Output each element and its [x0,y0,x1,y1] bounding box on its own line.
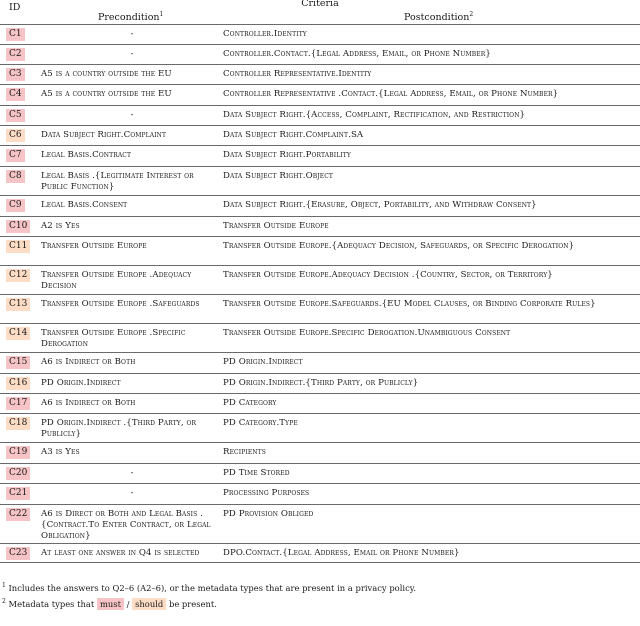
id-cell [0,25,39,44]
id-cell [0,544,39,562]
precondition-cell: - [130,468,134,478]
postcondition-cell: Transfer Outside Europe.Adequacy Decision .{Country, Sector, or Territory} [223,270,553,280]
id-cell [0,484,39,504]
table-row [0,64,640,84]
precondition-cell: PD Origin.Indirect .{Third Party, or Publicly} [41,418,197,439]
precondition-cell: Data Subject Right.Complaint [41,130,167,140]
criteria-header: Criteria [301,0,339,9]
id-cell [0,45,39,64]
id-cell [0,414,39,442]
table-row [0,236,640,265]
must-badge: C8 [6,170,25,183]
precondition-cell: Transfer Outside Europe .Adequacy Decision [41,270,192,291]
must-badge: C9 [6,199,25,212]
id-cell [0,394,39,413]
id-cell [0,237,39,265]
table-row [0,44,640,64]
table-row [0,352,640,373]
id-cell [0,196,39,216]
postcondition-cell: PD Origin.Indirect.{Third Party, or Publicly} [223,378,419,388]
must-badge: C3 [6,68,25,81]
precondition-cell: A2 is Yes [41,221,80,231]
postcondition-cell: PD Origin.Indirect [223,357,303,367]
postcondition-cell: Data Subject Right.Object [223,171,334,181]
postcondition-cell: Transfer Outside Europe.{Adequacy Decision, Safeguards, or Specific Derogation} [223,241,575,251]
table-row [0,393,640,413]
should-legend: should [132,598,166,610]
should-badge: C18 [6,417,30,430]
must-badge: C4 [6,88,25,101]
postcondition-cell: PD Provision Obliged [223,509,314,519]
postcondition-cell: Data Subject Right.{Access, Complaint, Rectification, and Restriction} [223,110,526,120]
postcondition-cell: PD Time Stored [223,468,290,478]
id-cell [0,443,39,463]
should-badge: C14 [6,327,30,340]
footnote-1 [2,583,416,593]
precondition-cell: Legal Basis.Consent [41,200,128,210]
table-row [0,413,640,442]
must-badge: C20 [6,467,30,480]
postcondition-cell: Controller.Contact.{Legal Address, Email, or Phone Number} [223,49,491,59]
must-badge: C21 [6,487,30,500]
must-badge: C19 [6,446,30,459]
must-badge: C7 [6,149,25,162]
footnote-text: be present. [168,599,217,609]
id-cell [0,126,39,145]
precondition-cell: Transfer Outside Europe [41,241,147,251]
must-badge: C23 [6,547,30,560]
id-cell [0,295,39,323]
should-badge: C11 [6,240,30,253]
postcondition-cell: Recipients [223,447,266,457]
should-badge: C13 [6,298,30,311]
postcondition-cell: Transfer Outside Europe [223,221,329,231]
id-cell [0,374,39,393]
postcondition-cell: Processing Purposes [223,488,310,498]
postcondition-cell: Data Subject Right.Portability [223,150,351,160]
footnote-text: Metadata types that [8,599,95,609]
table-row [0,504,640,543]
postcondition-cell: PD Category [223,398,277,408]
precondition-cell: A6 is Indirect or Both [41,398,136,408]
id-cell [0,464,39,483]
postcondition-cell: Controller.Identity [223,29,307,39]
table-row [0,265,640,294]
footnote-mark: 1 [2,582,6,590]
must-badge: C10 [6,220,30,233]
should-badge: C16 [6,377,30,390]
precondition-cell: A6 is Direct or Both and Legal Basis .{Contract.To Enter Contract, or Legal Obligation} [41,509,211,541]
id-cell [0,505,39,543]
precondition-cell: A5 is a country outside the EU [41,69,172,79]
must-badge: C2 [6,48,25,61]
footnote-mark: 2 [469,10,474,18]
table-body [0,24,640,563]
postcondition-cell: Data Subject Right.{Erasure, Object, Portability, and Withdraw Consent} [223,200,537,210]
postcondition-column-header [404,12,473,23]
precondition-cell: Transfer Outside Europe .Safeguards [41,299,200,309]
table-header [0,0,640,24]
precondition-cell: - [130,49,134,59]
table-row [0,373,640,393]
table-row [0,84,640,105]
must-badge: C15 [6,356,30,369]
precondition-cell: Transfer Outside Europe .Specific Derogation [41,328,186,349]
id-cell [0,217,39,236]
postcondition-cell: Transfer Outside Europe.Specific Derogation.Unambiguous Consent [223,328,511,338]
precondition-cell: Legal Basis .{Legitimate Interest or Public Function} [41,171,194,192]
table-row [0,195,640,216]
must-legend: must [97,598,124,610]
id-cell [0,324,39,352]
table-row [0,323,640,352]
precondition-cell: A5 is a country outside the EU [41,89,172,99]
must-badge: C5 [6,109,25,122]
id-cell [0,146,39,166]
table-row [0,125,640,145]
postcondition-label: Postcondition [404,12,470,23]
table-row [0,442,640,463]
must-badge: C22 [6,508,30,521]
postcondition-cell: Controller Representative.Identity [223,69,372,79]
postcondition-cell: Controller Representative .Contact.{Legal Address, Email, or Phone Number} [223,89,559,99]
should-badge: C6 [6,129,25,142]
id-cell [0,106,39,125]
precondition-cell: - [130,488,134,498]
table-row [0,24,640,44]
id-column-header: ID [9,2,21,13]
id-cell [0,85,39,105]
table-row [0,543,640,563]
id-cell [0,266,39,294]
id-cell [0,353,39,373]
precondition-cell: - [130,110,134,120]
footnote-mark: 2 [2,598,6,606]
precondition-cell: At least one answer in Q4 is selected [41,548,200,558]
must-badge: C17 [6,397,30,410]
table-row [0,483,640,504]
precondition-cell: Legal Basis.Contract [41,150,132,160]
table-row [0,166,640,195]
must-badge: C1 [6,28,25,41]
table-row [0,463,640,483]
precondition-column-header [98,12,163,23]
precondition-label: Precondition [98,12,160,23]
table-row [0,145,640,166]
precondition-cell: - [130,29,134,39]
postcondition-cell: Transfer Outside Europe.Safeguards.{EU Model Clauses, or Binding Corporate Rules} [223,299,596,309]
postcondition-cell: DPO.Contact.{Legal Address, Email or Phone Number} [223,548,460,558]
table-row [0,216,640,236]
table-row [0,294,640,323]
table-row [0,105,640,125]
postcondition-cell: PD Category.Type [223,418,298,428]
postcondition-cell: Data Subject Right.Complaint.SA [223,130,364,140]
precondition-cell: A3 is Yes [41,447,80,457]
id-cell [0,167,39,195]
legend-separator: / [126,599,130,609]
footnote-text: Includes the answers to Q2–6 (A2–6), or the metadata types that are present in a privacy policy. [8,583,417,593]
should-badge: C12 [6,269,30,282]
precondition-cell: PD Origin.Indirect [41,378,121,388]
footnote-2 [2,599,217,609]
precondition-cell: A6 is Indirect or Both [41,357,136,367]
footnote-mark: 1 [159,10,164,18]
id-cell [0,65,39,84]
